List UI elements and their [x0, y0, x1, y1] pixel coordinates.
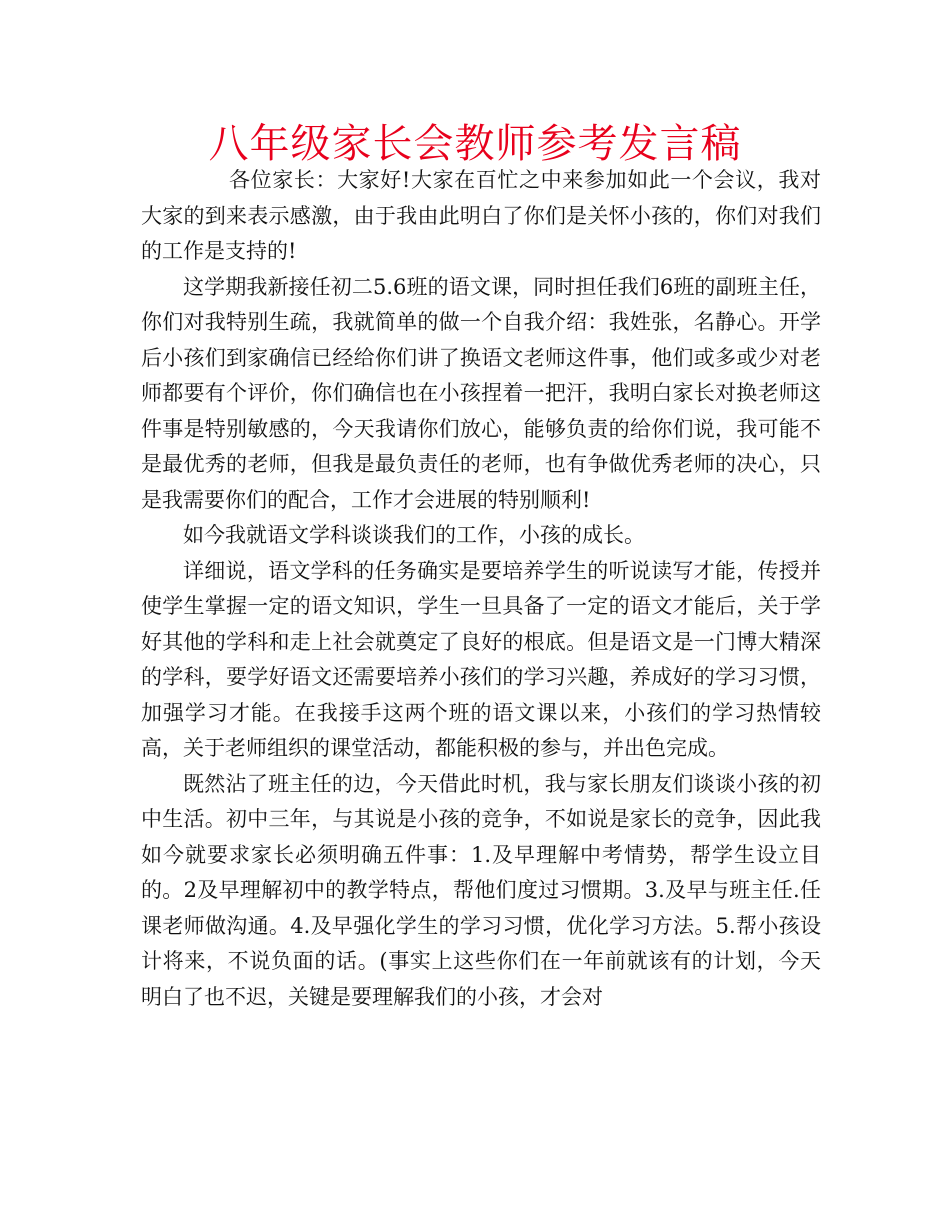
paragraph-subject-details: 详细说，语文学科的任务确实是要培养学生的听说读写才能，传授并使学生掌握一定的语文知识，学生一旦具备了一定的语文才能后，关于学好其他的学科和走上社会就奠定了良好的根底。但是语文是一门博大精深的学科，要学好语文还需要培养小孩们的学习兴趣，养成好的学习习惯，加强学习才能。在我接手这两个班的语文课以来，小孩们的学习热情较高，关于老师组织的课堂活动，都能积极的参与，并出色完成。 [141, 558, 821, 760]
document-title: 八年级家长会教师参考发言稿 [208, 121, 742, 167]
document-body [141, 163, 821, 1015]
paragraph-middle-school-life: 既然沾了班主任的边，今天借此时机，我与家长朋友们谈谈小孩的初中生活。初中三年，与其说是小孩的竞争，不如说是家长的竞争，因此我如今就要求家长必须明确五件事：1.及早理解中考情势，帮学生设立目的。2及早理解初中的教学特点，帮他们度过习惯期。3.及早与班主任.任课老师做沟通。4.及早强化学生的学习习惯，优化学习方法。5.帮小孩设计将来，不说负面的话。(事实上这些你们在一年前就该有的计划，今天明白了也不迟，关键是要理解我们的小孩，才会对 [141, 771, 821, 1009]
paragraph-introduction: 这学期我新接任初二5.6班的语文课，同时担任我们6班的副班主任，你们对我特别生疏，我就简单的做一个自我介绍：我姓张，名静心。开学后小孩们到家确信已经给你们讲了换语文老师这件事，他们或多或少对老师都要有个评价，你们确信也在小孩捏着一把汗，我明白家长对换老师这件事是特别敏感的，今天我请你们放心，能够负责的给你们说，我可能不是最优秀的老师，但我是最负责任的老师，也有争做优秀老师的决心，只是我需要你们的配合，工作才会进展的特别顺利! [141, 274, 821, 512]
paragraph-topic: 如今我就语文学科谈谈我们的工作，小孩的成长。 [183, 523, 645, 547]
paragraph-greeting: 各位家长：大家好!大家在百忙之中来参加如此一个会议，我对大家的到来表示感激，由于我由此明白了你们是关怀小孩的，你们对我们的工作是支持的! [141, 168, 821, 263]
